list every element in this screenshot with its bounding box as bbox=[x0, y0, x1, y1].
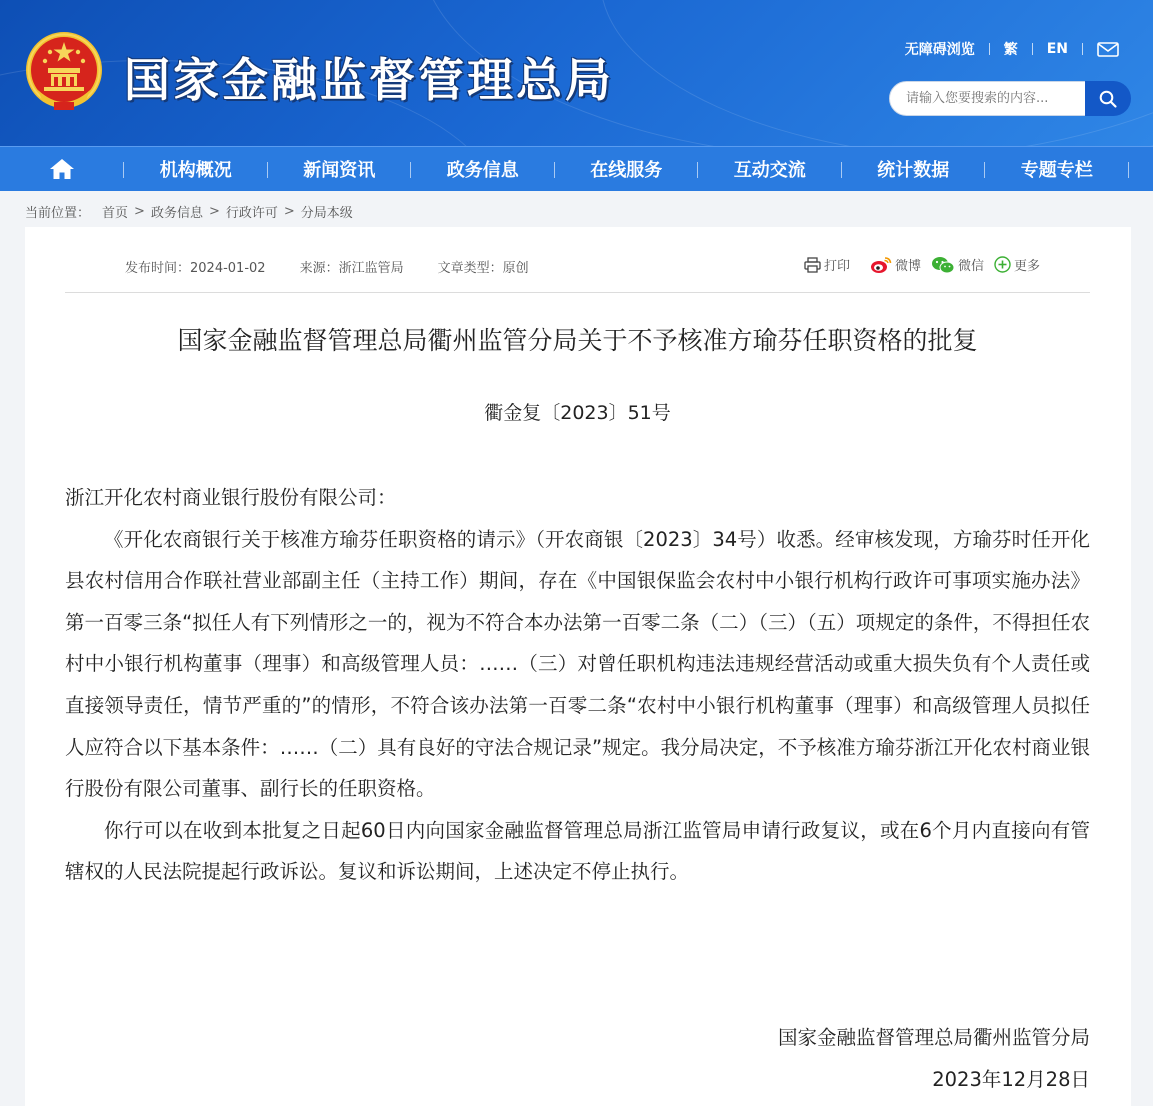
sign-date: 2023年12月28日 bbox=[932, 1068, 1090, 1091]
more-label: 更多 bbox=[1014, 259, 1041, 274]
weibo-label: 微博 bbox=[895, 259, 922, 274]
breadcrumb-separator: > bbox=[208, 204, 220, 219]
nav-item-statistics[interactable]: 统计数据 bbox=[842, 147, 986, 192]
breadcrumb-separator: > bbox=[283, 204, 295, 219]
print-icon bbox=[804, 257, 821, 273]
print-label: 打印 bbox=[824, 259, 851, 274]
link-divider bbox=[1082, 43, 1083, 55]
english-link[interactable]: EN bbox=[1046, 41, 1068, 57]
nav-item-institution[interactable]: 机构概况 bbox=[124, 147, 268, 192]
more-share-button[interactable] bbox=[994, 255, 1040, 274]
more-plus-icon bbox=[994, 256, 1011, 273]
home-icon bbox=[49, 158, 75, 180]
breadcrumb bbox=[25, 202, 353, 221]
search-button[interactable] bbox=[1085, 81, 1131, 116]
nav-home[interactable] bbox=[0, 147, 124, 192]
article-type: 文章类型：原创 bbox=[437, 261, 529, 276]
article-body bbox=[65, 477, 1090, 893]
print-button[interactable] bbox=[804, 255, 850, 274]
nav-item-special-topics[interactable]: 专题专栏 bbox=[985, 147, 1129, 192]
nav-item-online-service[interactable]: 在线服务 bbox=[555, 147, 699, 192]
site-title[interactable]: 国家金融监督管理总局 bbox=[124, 53, 614, 107]
article-source: 来源：浙江监管局 bbox=[299, 261, 404, 276]
nav-item-interaction[interactable]: 互动交流 bbox=[698, 147, 842, 192]
national-emblem-icon[interactable] bbox=[24, 30, 104, 114]
article-title: 国家金融监督管理总局衢州监管分局关于不予核准方瑜芬任职资格的批复 bbox=[177, 326, 978, 355]
accessible-browse-link[interactable]: 无障碍浏览 bbox=[904, 42, 975, 58]
weibo-icon bbox=[870, 256, 892, 274]
search-icon bbox=[1098, 89, 1118, 109]
body-paragraph: 《开化农商银行关于核准方瑜芬任职资格的请示》（开农商银〔2023〕34号）收悉。经审核发现，方瑜芬时任开化县农村信用合作联社营业部副主任（主持工作）期间，存在《中国银保监会农村中小银行机构行政许可事项实施办法》第一百零三条“拟任人有下列情形之一的，视为不符合本办法第一百零二条（二）（三）（五）项规定的条件，不得担任农村中小银行机构董事（理事）和高级管理人员：……（三）对曾任职机构违法违规经营活动或重大损失负有个人责任或直接领导责任，情节严重的”的情形，不符合该办法第一百零二条“农村中小银行机构董事（理事）和高级管理人员拟任人应符合以下基本条件：……（二）具有良好的守法合规记录”规定。我分局决定，不予核准方瑜芬浙江开化农村商业银行股份有限公司董事、副行长的任职资格。 bbox=[65, 527, 1090, 801]
main-nav bbox=[0, 146, 1153, 191]
breadcrumb-lead: 当前位置： bbox=[25, 206, 91, 221]
top-links bbox=[905, 39, 1119, 59]
weibo-share-button[interactable] bbox=[870, 255, 921, 274]
mail-icon[interactable] bbox=[1097, 42, 1119, 57]
breadcrumb-government-info[interactable]: 政务信息 bbox=[150, 206, 203, 221]
wechat-icon bbox=[931, 256, 955, 274]
wechat-label: 微信 bbox=[958, 259, 985, 274]
addressee: 浙江开化农村商业银行股份有限公司： bbox=[65, 486, 397, 509]
nav-item-news[interactable]: 新闻资讯 bbox=[268, 147, 412, 192]
signer: 国家金融监督管理总局衢州监管分局 bbox=[777, 1026, 1090, 1049]
breadcrumb-home[interactable]: 首页 bbox=[102, 206, 129, 221]
breadcrumb-separator: > bbox=[134, 204, 145, 219]
article-card bbox=[25, 227, 1131, 1106]
share-bar bbox=[804, 255, 1050, 274]
nav-item-government-info[interactable]: 政务信息 bbox=[411, 147, 555, 192]
traditional-chinese-link[interactable]: 繁 bbox=[1003, 42, 1018, 58]
search-box bbox=[889, 81, 1131, 116]
site-header bbox=[0, 0, 1153, 146]
link-divider bbox=[1032, 43, 1033, 55]
meta-divider bbox=[65, 292, 1090, 293]
search-input[interactable] bbox=[889, 81, 1086, 116]
article-meta bbox=[125, 257, 563, 276]
breadcrumb-branch[interactable]: 分局本级 bbox=[300, 206, 353, 221]
body-paragraph: 你行可以在收到本批复之日起60日内向国家金融监督管理总局浙江监管局申请行政复议，或在6个月内直接向有管辖权的人民法院提起行政诉讼。复议和诉讼期间，上述决定不停止执行。 bbox=[65, 818, 1090, 884]
signature-block bbox=[778, 1017, 1090, 1101]
wechat-share-button[interactable] bbox=[931, 255, 984, 274]
breadcrumb-admin-license[interactable]: 行政许可 bbox=[225, 206, 278, 221]
publish-time: 发布时间：2024-01-02 bbox=[125, 261, 266, 276]
link-divider bbox=[989, 43, 990, 55]
document-number: 衢金复〔2023〕51号 bbox=[484, 402, 671, 424]
